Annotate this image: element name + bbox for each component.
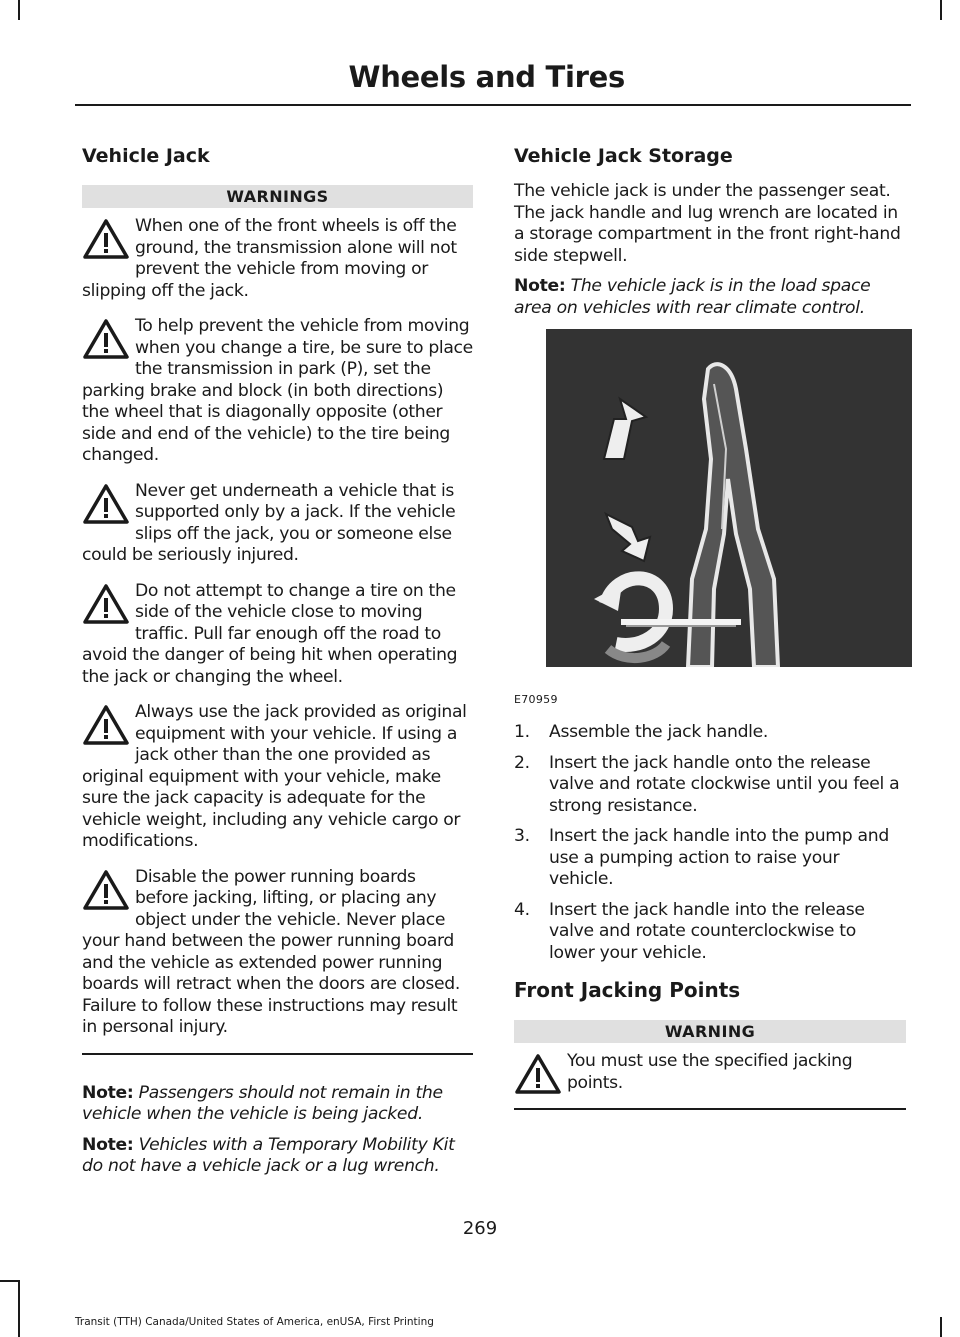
note-label: Note: xyxy=(82,1082,134,1103)
storage-note xyxy=(514,276,906,319)
figure-code: E70959 xyxy=(514,693,558,706)
warning-text: Always use the jack provided as original equipment with your vehicle. If using a jack other than the one provided as original equipment with your vehicle, make sure the jack capacity is adequate for the vehicle weight, including any vehicle cargo or modifications. xyxy=(82,702,467,851)
step-number: 2. xyxy=(514,752,530,773)
header-rule xyxy=(75,104,911,106)
note-mobility-kit xyxy=(82,1135,473,1178)
note-text: The vehicle jack is in the load space area on vehicles with rear climate control. xyxy=(514,276,871,318)
warning-text: Disable the power running boards before jacking, lifting, or placing any object under the vehicle. Never place your hand between the power running board and the vehicle as extended power running boards will retract when the doors are closed. Failure to follow these instructions may result in personal injury. xyxy=(82,866,460,1037)
vehicle-jack-heading: Vehicle Jack xyxy=(82,145,210,167)
warning-item xyxy=(82,702,473,853)
jack-handle-drawing xyxy=(546,329,912,667)
jack-steps-list xyxy=(514,722,906,964)
jack-handle-illustration xyxy=(546,329,912,667)
warning-triangle-icon xyxy=(82,869,130,911)
warning-bar: WARNING xyxy=(514,1020,906,1043)
warning-text: When one of the front wheels is off the ground, the transmission alone will not prevent the vehicle from moving or slipping off the jack. xyxy=(82,216,457,301)
warnings-list xyxy=(82,216,473,1039)
warning-triangle-icon xyxy=(82,218,130,260)
page-number: 269 xyxy=(462,1218,498,1239)
step-text: Insert the jack handle into the release valve and rotate counterclockwise to lower your vehicle. xyxy=(549,899,865,963)
crop-mark-bottom-right xyxy=(940,1317,942,1337)
note-passengers xyxy=(82,1083,473,1126)
step-number: 3. xyxy=(514,826,530,846)
warning-item xyxy=(514,1051,906,1094)
warning-triangle-icon xyxy=(82,318,130,360)
front-jacking-points-heading: Front Jacking Points xyxy=(514,978,741,1002)
warning-triangle-icon xyxy=(82,704,130,746)
right-column xyxy=(514,145,906,1110)
crop-mark-top-left xyxy=(18,0,20,20)
step-item xyxy=(514,900,906,965)
left-column xyxy=(82,145,473,1187)
warning-item xyxy=(82,316,473,467)
warning-item xyxy=(82,216,473,302)
warnings-bar: WARNINGS xyxy=(82,185,473,208)
note-label: Note: xyxy=(514,276,566,296)
warning-text: To help prevent the vehicle from moving when you change a tire, be sure to place the transmission in park (P), set the parking brake and block (in both directions) the wheel that is diagonally opposite (other side and end of the vehicle) to the tire being changed. xyxy=(82,316,473,465)
warning-triangle-icon xyxy=(82,583,130,625)
step-text: Assemble the jack handle. xyxy=(549,722,769,742)
step-item xyxy=(514,722,906,744)
warnings-end-rule xyxy=(82,1053,473,1055)
step-number: 1. xyxy=(514,722,530,742)
warning-text: Never get underneath a vehicle that is supported only by a jack. If the vehicle slips off the jack, you or someone else could be seriously injured. xyxy=(82,480,456,565)
section-title: Wheels and Tires xyxy=(348,60,625,94)
warning-item xyxy=(82,481,473,567)
step-item xyxy=(514,826,906,891)
crop-mark-bottom-left-v xyxy=(18,1280,20,1337)
warning-triangle-icon xyxy=(514,1053,562,1095)
warning-end-rule xyxy=(514,1108,906,1110)
step-item xyxy=(514,753,906,818)
storage-paragraph: The vehicle jack is under the passenger seat. The jack handle and lug wrench are located in a storage compartment in the front right-hand side stepwell. xyxy=(514,181,901,266)
warning-item xyxy=(82,867,473,1039)
warning-item xyxy=(82,581,473,689)
step-text: Insert the jack handle into the pump and use a pumping action to raise your vehicle. xyxy=(549,826,889,889)
warning-text: You must use the specified jacking points. xyxy=(567,1051,853,1093)
note-text: Vehicles with a Temporary Mobility Kit do not have a vehicle jack or a lug wrench. xyxy=(82,1134,455,1176)
warning-text: Do not attempt to change a tire on the side of the vehicle close to moving traffic. Pull far enough off the road to avoid the danger of being hit when operating the jack or changing the wheel. xyxy=(82,580,458,687)
jack-storage-heading: Vehicle Jack Storage xyxy=(514,145,733,167)
note-label: Note: xyxy=(82,1134,134,1155)
step-number: 4. xyxy=(514,899,530,920)
note-text: Passengers should not remain in the vehicle when the vehicle is being jacked. xyxy=(82,1082,443,1124)
crop-mark-top-right xyxy=(940,0,942,20)
warning-triangle-icon xyxy=(82,483,130,525)
crop-mark-bottom-left-h xyxy=(0,1280,18,1282)
step-text: Insert the jack handle onto the release valve and rotate clockwise until you feel a strong resistance. xyxy=(549,752,900,816)
footer-edition: Transit (TTH) Canada/United States of America, enUSA, First Printing xyxy=(75,1316,434,1328)
